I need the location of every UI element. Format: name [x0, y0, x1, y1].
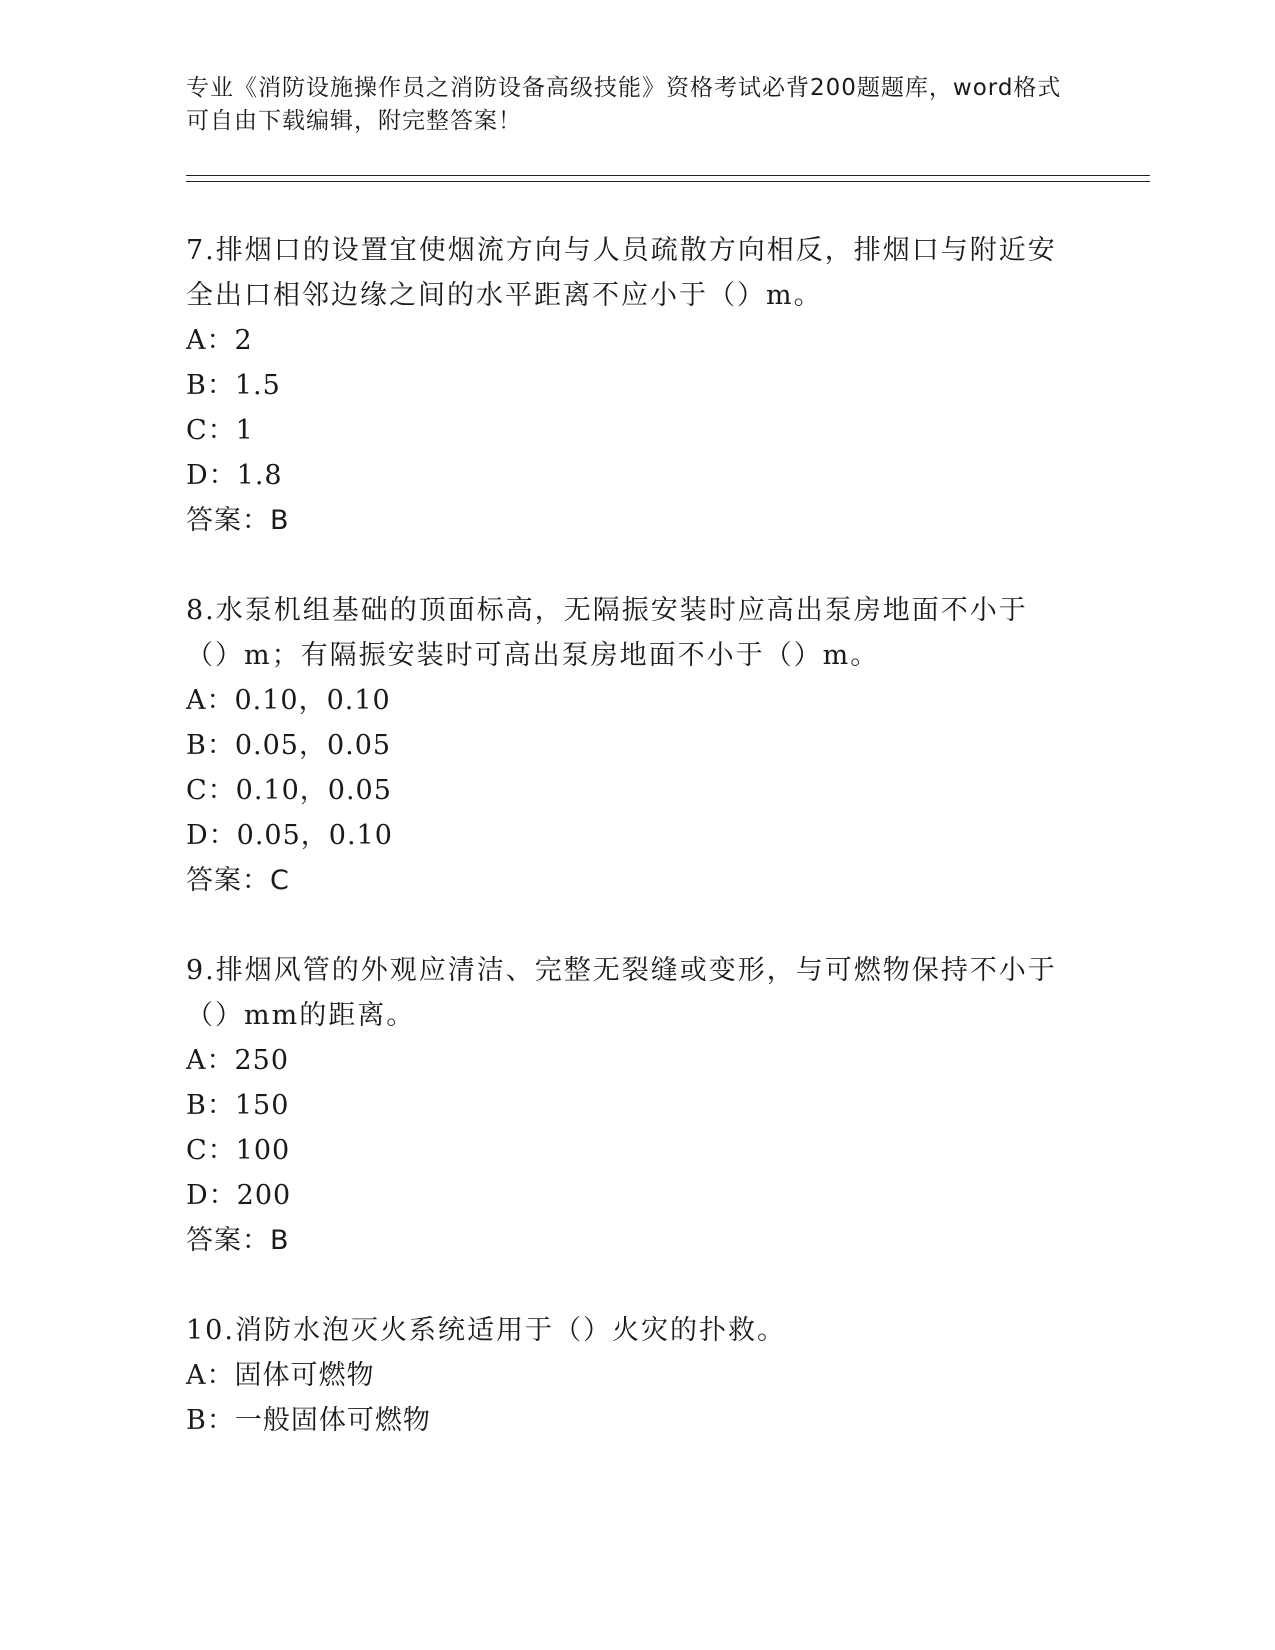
- question-10: [186, 1308, 1066, 1443]
- option-b: B：一般固体可燃物: [186, 1405, 431, 1436]
- answer-line: 答案：C: [186, 865, 290, 896]
- option-d: D：200: [186, 1180, 292, 1211]
- header-divider-bottom: [186, 181, 1150, 182]
- answer-line: 答案：B: [186, 1225, 290, 1256]
- option-d: D：0.05，0.10: [186, 820, 393, 851]
- option-b: B：1.5: [186, 370, 281, 401]
- question-stem: 7.排烟口的设置宜使烟流方向与人员疏散方向相反，排烟口与附近安全出口相邻边缘之间的水平距离不应小于（）m。: [186, 235, 1057, 311]
- question-8: [186, 588, 1066, 903]
- option-c: C：100: [186, 1135, 291, 1166]
- question-stem: 9.排烟风管的外观应清洁、完整无裂缝或变形，与可燃物保持不小于（）mm的距离。: [186, 955, 1057, 1031]
- question-7: [186, 228, 1066, 543]
- option-c: C：1: [186, 415, 254, 446]
- option-a: A：250: [186, 1045, 290, 1076]
- option-a: A：0.10，0.10: [186, 685, 391, 716]
- document-header: 专业《消防设施操作员之消防设备高级技能》资格考试必背200题题库，word格式可自由下载编辑，附完整答案！: [186, 75, 1062, 134]
- option-b: B：0.05，0.05: [186, 730, 392, 761]
- header-divider-top: [186, 175, 1150, 176]
- option-c: C：0.10，0.05: [186, 775, 392, 806]
- question-stem: 8.水泵机组基础的顶面标高，无隔振安装时应高出泵房地面不小于（）m；有隔振安装时可高出泵房地面不小于（）m。: [186, 595, 1028, 671]
- question-9: [186, 948, 1066, 1263]
- option-d: D：1.8: [186, 460, 283, 491]
- question-stem: 10.消防水泡灭火系统适用于（）火灾的扑救。: [186, 1315, 786, 1346]
- option-a: A：2: [186, 325, 253, 356]
- option-a: A：固体可燃物: [186, 1360, 375, 1391]
- answer-line: 答案：B: [186, 505, 290, 536]
- option-b: B：150: [186, 1090, 290, 1121]
